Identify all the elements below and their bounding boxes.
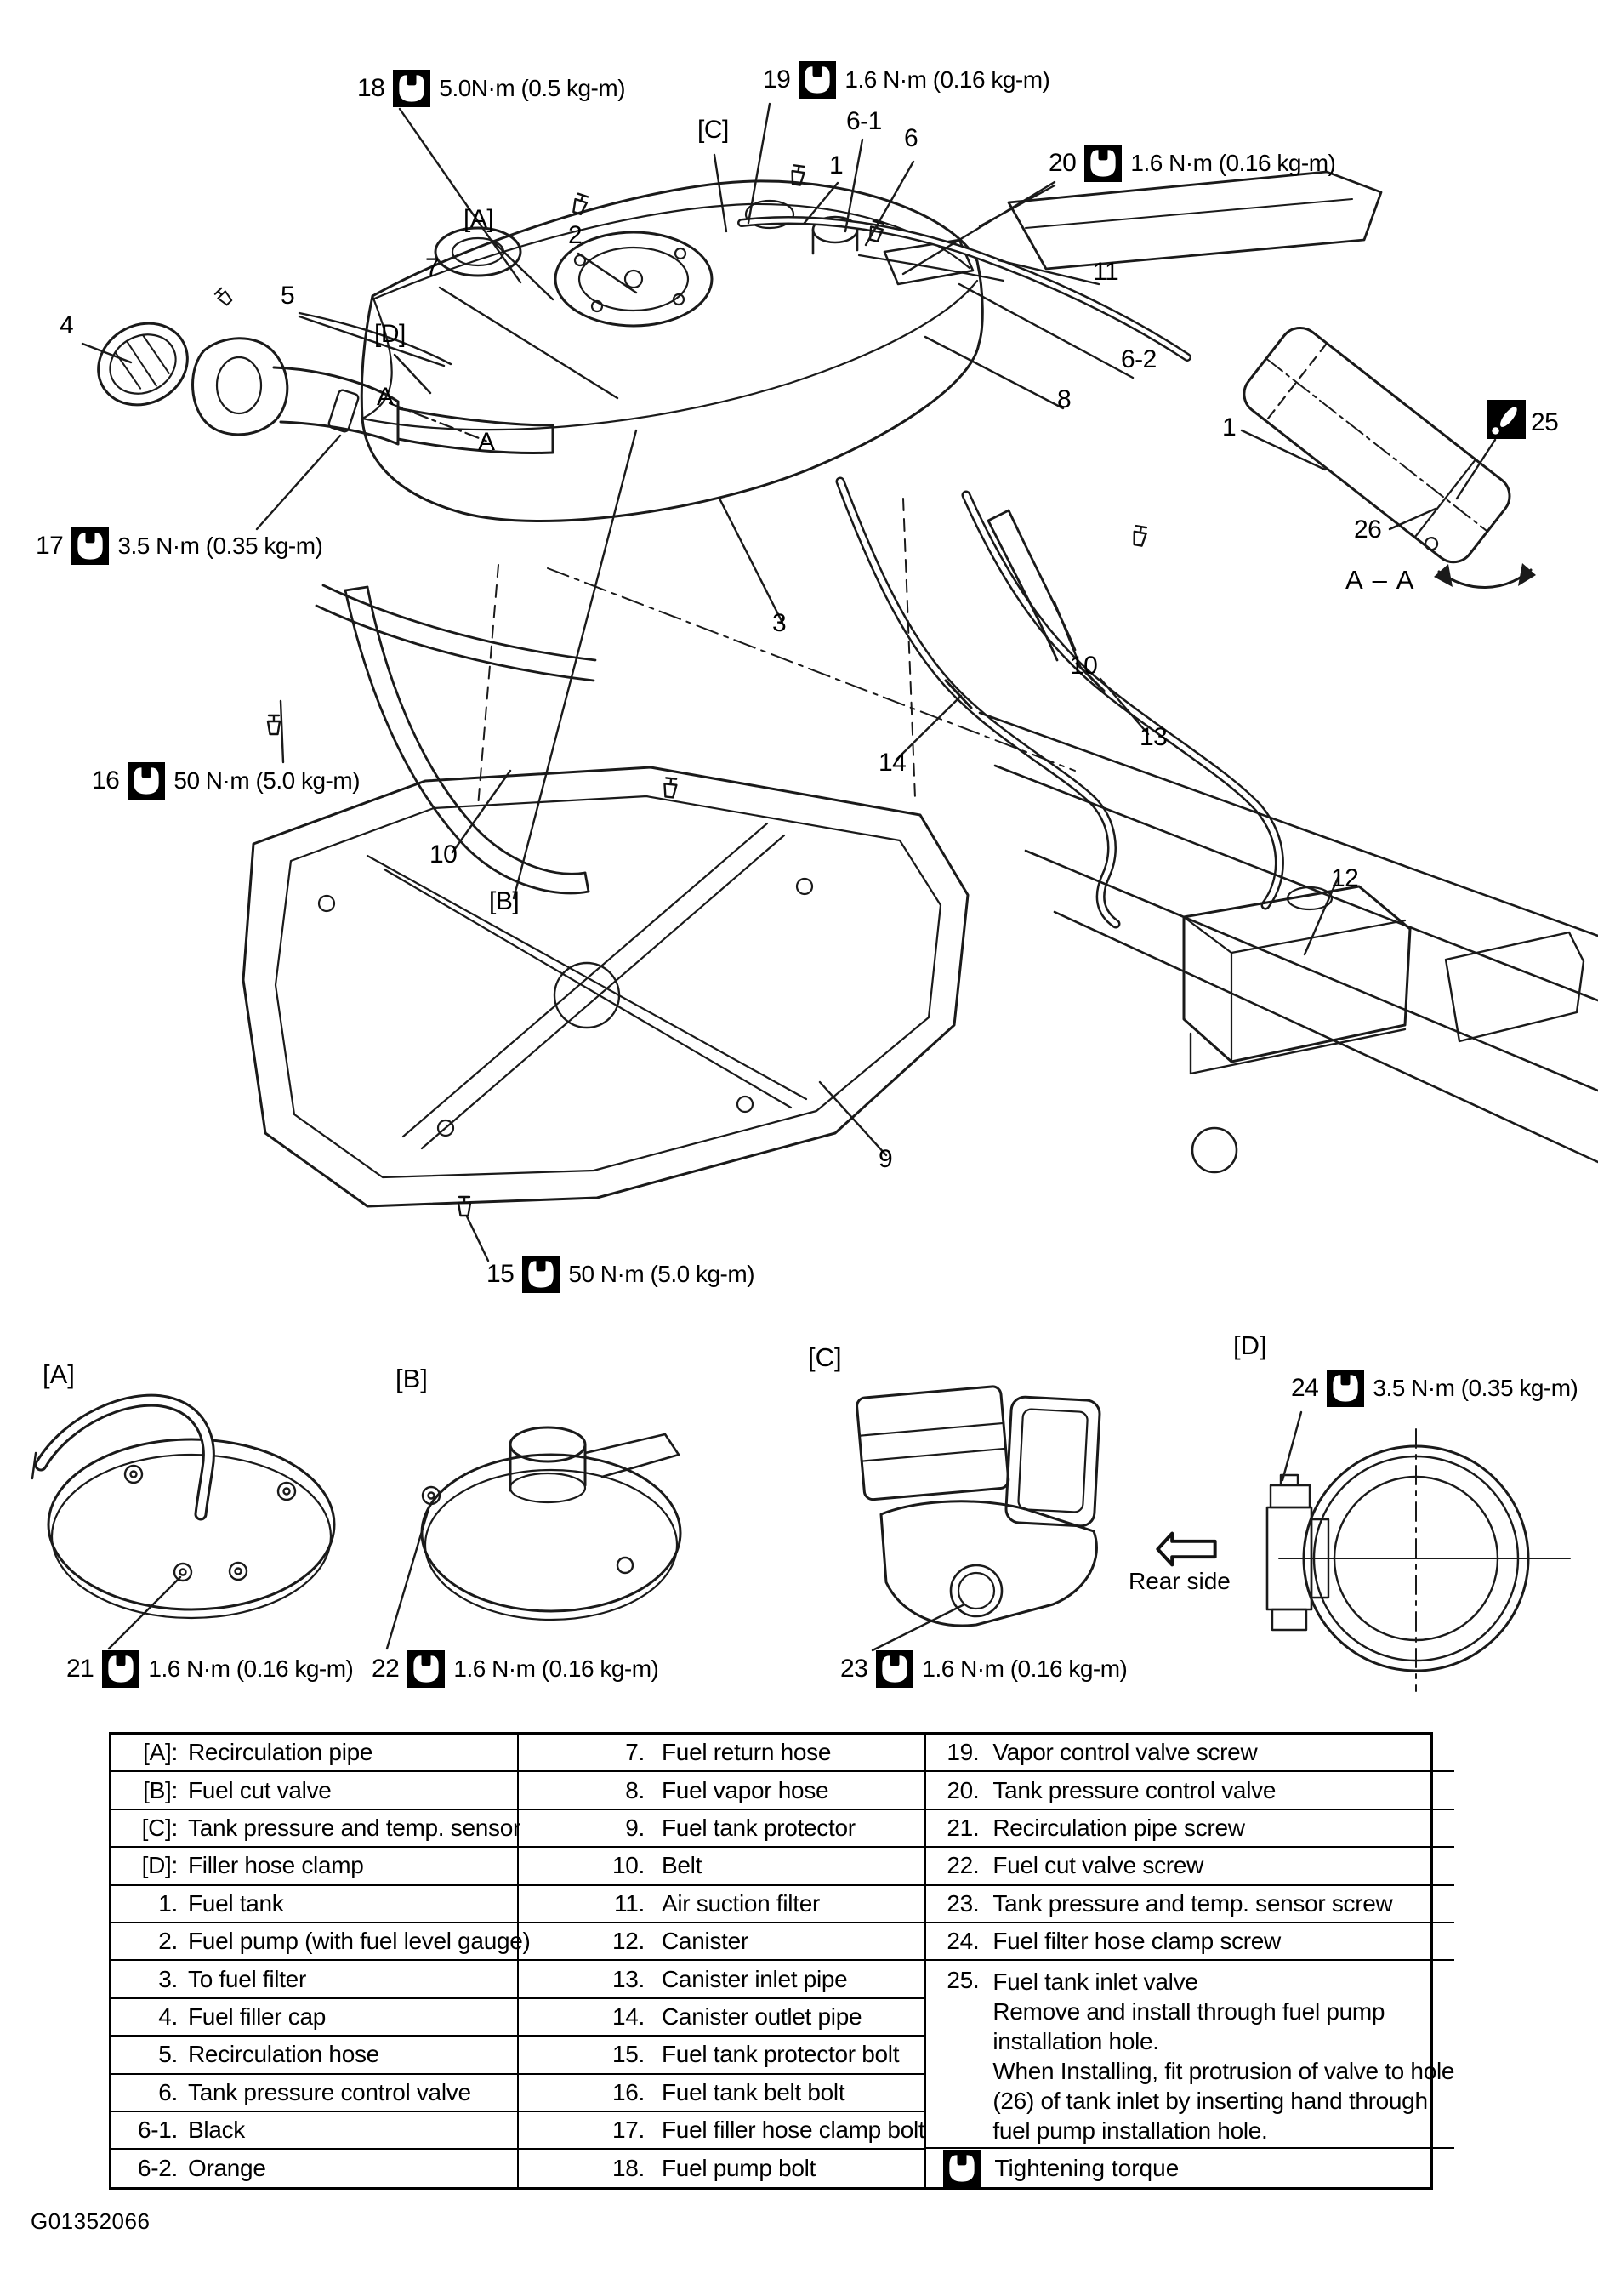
- item25-note-line: When Installing, fit protrusion of valve to hole: [992, 2058, 1455, 2085]
- bolt-glyphs: [214, 165, 1147, 1216]
- parts-table-col2: [519, 1735, 926, 2187]
- item25-note-line: fuel pump installation hole.: [992, 2117, 1268, 2145]
- torque-callout-24: 24 3.5 N·m (0.35 kg-m): [1291, 1370, 1578, 1407]
- table-row: 2. Fuel pump (with fuel level gauge): [111, 1923, 517, 1961]
- detail-d-filler-hose-clamp-drawing: [1267, 1412, 1570, 1691]
- part-label-bracket-d: [D]: [374, 320, 406, 348]
- part-label-bracket-a: [A]: [463, 205, 494, 233]
- part-label-3: 3: [772, 609, 787, 637]
- torque-callout-21: 21 1.6 N·m (0.16 kg-m): [66, 1650, 353, 1688]
- detail-title-b: [B]: [395, 1364, 428, 1393]
- section-mark-a1: A: [377, 383, 394, 411]
- part-label-5: 5: [281, 282, 295, 310]
- part-label-6-1: 6-1: [846, 107, 882, 135]
- leader-lines: [82, 104, 1495, 1261]
- table-row: 20. Tank pressure control valve: [926, 1772, 1454, 1809]
- table-row: 24. Fuel filter hose clamp screw: [926, 1923, 1454, 1961]
- table-row: 5. Recirculation hose: [111, 2037, 517, 2074]
- table-row: 6. Tank pressure control valve: [111, 2075, 517, 2112]
- part-label-14: 14: [879, 749, 907, 777]
- item25-note: [992, 1997, 1454, 2145]
- wrench-icon: [799, 61, 836, 99]
- torque-callout-19: 19 1.6 N·m (0.16 kg-m): [763, 61, 1049, 99]
- torque-callout-20: 20 1.6 N·m (0.16 kg-m): [1049, 145, 1335, 182]
- part-label-2: 2: [568, 221, 583, 249]
- torque-callout-16: 16 50 N·m (5.0 kg-m): [92, 762, 360, 800]
- detail-b-fuel-cut-valve-drawing: [387, 1427, 680, 1649]
- part-label-7: 7: [425, 254, 440, 282]
- part-label-1: 1: [829, 151, 844, 179]
- wrench-icon: [102, 1650, 139, 1688]
- torque-callout-17: 17 3.5 N·m (0.35 kg-m): [36, 527, 322, 565]
- table-row: 4. Fuel filler cap: [111, 1999, 517, 2037]
- torque-callout-18: 18 5.0N·m (0.5 kg-m): [357, 70, 625, 107]
- table-row: 13. Canister inlet pipe: [519, 1961, 924, 1998]
- wrench-icon: [393, 70, 430, 107]
- tank-inlet-section-drawing: [1236, 320, 1536, 588]
- wrench-icon: [522, 1256, 560, 1293]
- air-suction-filter-drawing: [1009, 172, 1381, 269]
- detail-c-sensor-drawing: [856, 1386, 1100, 1650]
- frame-canister-drawing: [478, 499, 1598, 1172]
- rear-side-arrow-icon: [1157, 1534, 1214, 1565]
- part-label-13: 13: [1140, 723, 1168, 751]
- table-row: [B]: Fuel cut valve: [111, 1772, 517, 1809]
- part-label-10-right: 10: [1070, 652, 1098, 680]
- table-row: 21. Recirculation pipe screw: [926, 1810, 1454, 1848]
- table-row-25: 25. Fuel tank inlet valve Remove and install through fuel pump installation hole. When Installing, fit protrusion of valve to hole (26) of tank inlet by inserting hand through fuel pump installation hole.: [926, 1961, 1454, 2149]
- parts-table-col1: [111, 1735, 531, 2187]
- inset-label-26: 26: [1354, 516, 1382, 544]
- wrench-icon: [943, 2150, 981, 2187]
- figure-id: G01352066: [31, 2208, 151, 2234]
- table-row: 14. Canister outlet pipe: [519, 1999, 924, 2037]
- detail-title-c: [C]: [808, 1342, 842, 1372]
- wrench-icon: [71, 527, 109, 565]
- part-label-bracket-b: [B]: [489, 887, 520, 915]
- part-label-6-2: 6-2: [1121, 345, 1157, 373]
- part-label-11: 11: [1093, 258, 1119, 286]
- table-row: 3. To fuel filter: [111, 1961, 517, 1998]
- detail-a-recirculation-pipe-drawing: [32, 1400, 334, 1649]
- item25-note-line: Remove and install through fuel pump: [992, 1998, 1385, 2025]
- rear-side-label: Rear side: [1129, 1568, 1231, 1594]
- wrench-icon: [407, 1650, 445, 1688]
- parts-table-col3: [926, 1735, 1454, 2187]
- detail-title-d: [D]: [1233, 1330, 1267, 1360]
- torque-legend-row: [926, 2149, 1454, 2187]
- item25-label: Fuel tank inlet valve: [992, 1968, 1198, 1996]
- item25-note-line: installation hole.: [992, 2028, 1159, 2055]
- table-row: 23. Tank pressure and temp. sensor screw: [926, 1886, 1454, 1923]
- part-label-bracket-c: [C]: [697, 116, 729, 144]
- table-row: 10. Belt: [519, 1848, 924, 1885]
- table-row: 6-2. Orange: [137, 2155, 266, 2182]
- table-row: 1. Fuel tank: [111, 1886, 517, 1923]
- table-row: 8. Fuel vapor hose: [519, 1772, 924, 1809]
- table-row: 22. Fuel cut valve screw: [926, 1848, 1454, 1885]
- inset-label-25: 25: [1531, 408, 1559, 436]
- wrench-icon: [128, 762, 165, 800]
- part-label-4: 4: [60, 311, 74, 339]
- item25-note-line: (26) of tank inlet by inserting hand through: [992, 2088, 1428, 2115]
- part-label-6: 6: [904, 124, 918, 152]
- torque-legend-label: Tightening torque: [994, 2154, 1180, 2181]
- torque-callout-22: 22 1.6 N·m (0.16 kg-m): [372, 1650, 658, 1688]
- table-row: 16. Fuel tank belt bolt: [519, 2075, 924, 2112]
- wrench-icon: [1327, 1370, 1364, 1407]
- protector-drawing: [243, 767, 968, 1206]
- table-row: 6-1. Black: [111, 2112, 517, 2150]
- wrench-icon: [876, 1650, 913, 1688]
- table-row: 12. Canister: [519, 1923, 924, 1961]
- part-label-9: 9: [879, 1145, 893, 1173]
- parts-table: [109, 1732, 1455, 2190]
- part-label-8: 8: [1057, 385, 1072, 413]
- part-label-12: 12: [1331, 864, 1359, 892]
- torque-callout-23: 23 1.6 N·m (0.16 kg-m): [840, 1650, 1127, 1688]
- inset-label-1: 1: [1222, 413, 1237, 442]
- table-row: 18. Fuel pump bolt: [611, 2155, 816, 2182]
- table-row: 7. Fuel return hose: [519, 1735, 924, 1772]
- part-label-10-left: 10: [429, 840, 458, 869]
- table-row: 17. Fuel filler hose clamp bolt: [519, 2112, 924, 2150]
- table-row: [C]: Tank pressure and temp. sensor: [111, 1810, 517, 1848]
- table-row: 11. Air suction filter: [519, 1886, 924, 1923]
- torque-callout-15: 15 50 N·m (5.0 kg-m): [486, 1256, 754, 1293]
- section-aa-title: A – A: [1345, 565, 1416, 595]
- table-row: [D]: Filler hose clamp: [111, 1848, 517, 1885]
- wrench-icon: [1084, 145, 1122, 182]
- hatched-square-icon: [1487, 400, 1526, 439]
- section-mark-a2: A: [478, 428, 495, 456]
- table-row: 19. Vapor control valve screw: [926, 1735, 1454, 1772]
- table-row: 15. Fuel tank protector bolt: [519, 2037, 924, 2074]
- table-row: 9. Fuel tank protector: [519, 1810, 924, 1848]
- detail-title-a: [A]: [43, 1359, 75, 1389]
- table-row: [A]: Recirculation pipe: [111, 1735, 517, 1772]
